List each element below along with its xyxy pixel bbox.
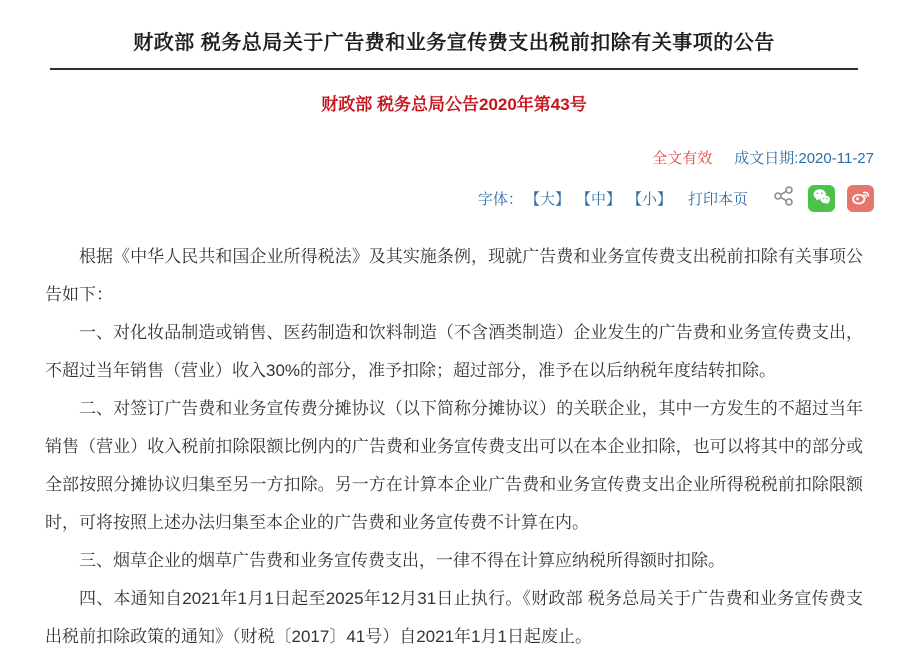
- doc-number: 财政部 税务总局公告2020年第43号: [321, 95, 587, 114]
- font-size-large-button[interactable]: 【大】: [524, 190, 570, 208]
- share-group: [772, 184, 874, 212]
- publish-date: 成文日期:2020-11-27: [734, 150, 874, 167]
- wechat-share-button[interactable]: [808, 185, 835, 212]
- font-size-small-button[interactable]: 【小】: [626, 190, 672, 208]
- paragraph-item-3: 三、烟草企业的烟草广告费和业务宣传费支出，一律不得在计算应纳税所得额时扣除。: [79, 551, 725, 570]
- title-divider: [50, 68, 858, 70]
- meta-row: [0, 147, 908, 168]
- paragraph-intro: 根据《中华人民共和国企业所得税法》及其实施条例，现就广告费和业务宣传费支出税前扣除有关事项公告如下：: [45, 247, 863, 304]
- share-button[interactable]: [772, 184, 796, 212]
- print-page-button[interactable]: 打印本页: [687, 190, 748, 208]
- weibo-icon: [850, 186, 871, 211]
- validity-status: 全文有效: [652, 150, 713, 167]
- wechat-icon: [811, 186, 832, 211]
- page-title: 财政部 税务总局关于广告费和业务宣传费支出税前扣除有关事项的公告: [133, 32, 775, 54]
- paragraph-item-1: 一、对化妆品制造或销售、医药制造和饮料制造（不含酒类制造）企业发生的广告费和业务宣传费支出，不超过当年销售（营业）收入30%的部分，准予扣除；超过部分，准予在以后纳税年度结转扣除。: [45, 323, 863, 380]
- paragraph-item-2: 二、对签订广告费和业务宣传费分摊协议（以下简称分摊协议）的关联企业，其中一方发生的不超过当年销售（营业）收入税前扣除限额比例内的广告费和业务宣传费支出可以在本企业扣除，也可以将其中的部分或全部按照分摊协议归集至另一方扣除。另一方在计算本企业广告费和业务宣传费支出企业所得税税前扣除限额时，可将按照上述办法归集至本企业的广告费和业务宣传费不计算在内。: [45, 399, 863, 532]
- share-icon: [772, 184, 796, 212]
- font-size-label: 字体：: [477, 190, 523, 208]
- toolbar-row: [0, 184, 908, 212]
- weibo-share-button[interactable]: [847, 185, 874, 212]
- font-size-medium-button[interactable]: 【中】: [575, 190, 621, 208]
- paragraph-item-4: 四、本通知自2021年1月1日起至2025年12月31日止执行。《财政部 税务总局关于广告费和业务宣传费支出税前扣除政策的通知》（财税〔2017〕41号）自2021年1月1日起废止。: [45, 589, 863, 646]
- document-body: [0, 238, 908, 656]
